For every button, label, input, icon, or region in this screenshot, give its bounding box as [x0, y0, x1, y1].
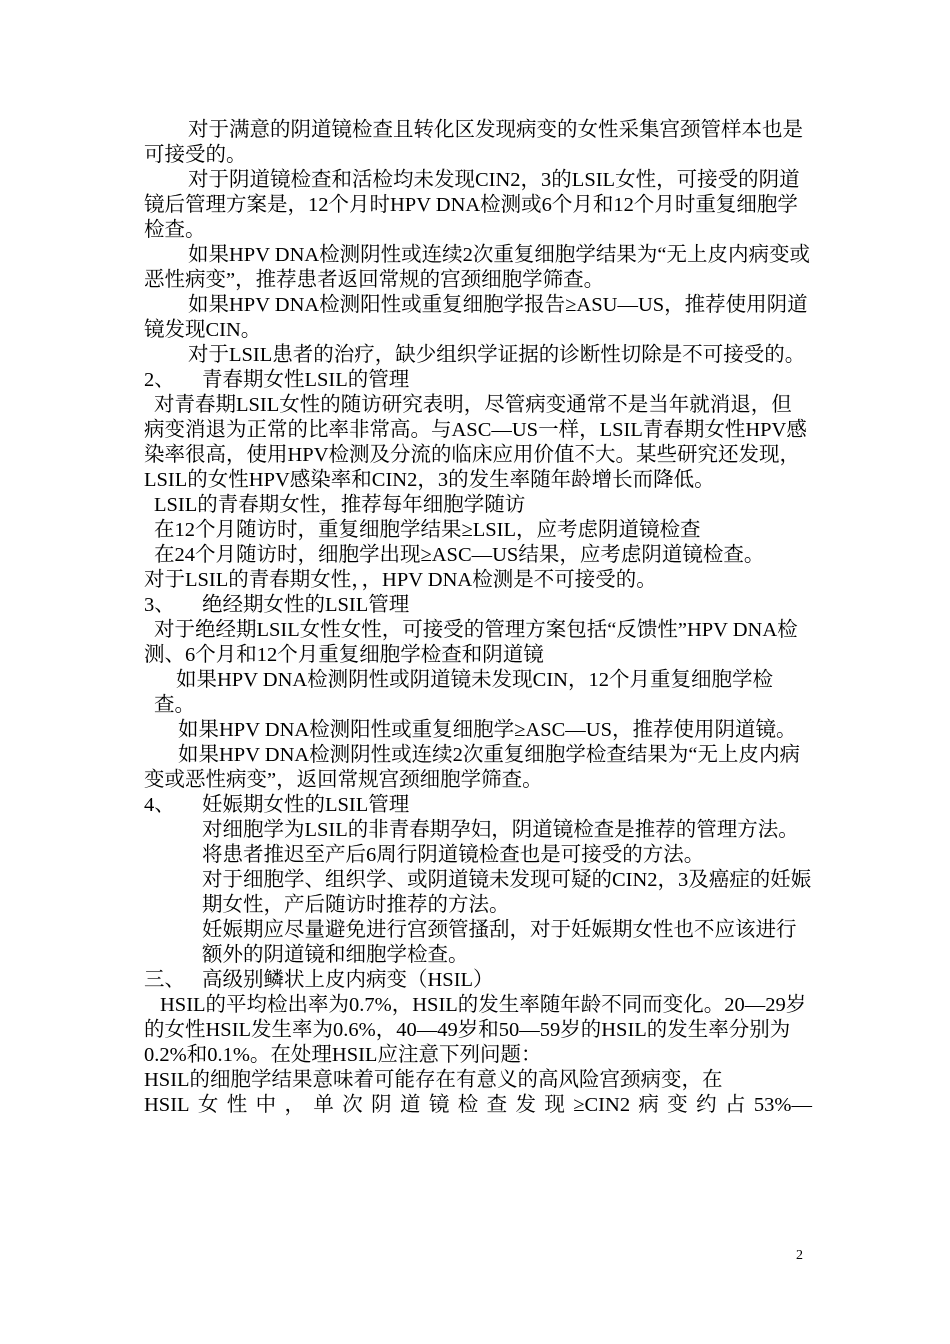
paragraph: 如果HPV DNA检测阴性或阴道镜未发现CIN，12个月重复细胞学检查。	[154, 669, 773, 716]
paragraph: 对于绝经期LSIL女性女性，可接受的管理方案包括“反馈性”HPV DNA检测、6个月和12个月重复细胞学检查和阴道镜	[144, 619, 798, 666]
paragraph: 对于细胞学、组织学、或阴道镜未发现可疑的CIN2，3及癌症的妊娠期女性，产后随访时推荐的方法。	[202, 869, 812, 916]
paragraph: 在24个月随访时，细胞学出现≥ASC—US结果，应考虑阴道镜检查。	[154, 544, 765, 566]
section-number: 三、	[144, 969, 185, 991]
section-title: 绝经期女性的LSIL管理	[202, 594, 410, 616]
paragraph: 将患者推迟至产后6周行阴道镜检查也是可接受的方法。	[202, 844, 705, 866]
document-body	[144, 118, 812, 1118]
section-heading	[144, 368, 812, 393]
section-number: 4、	[144, 794, 175, 816]
paragraph: 对于LSIL的青春期女性，，HPV DNA检测是不可接受的。	[144, 569, 657, 591]
paragraph: 对于LSIL患者的治疗，缺少组织学证据的诊断性切除是不可接受的。	[188, 344, 806, 366]
section-title: 高级别鳞状上皮内病变（HSIL）	[202, 969, 494, 991]
paragraph: 对于阴道镜检查和活检均未发现CIN2，3的LSIL女性，可接受的阴道镜后管理方案是，12个月时HPV DNA检测或6个月和12个月时重复细胞学检查。	[144, 169, 800, 241]
paragraph: 对细胞学为LSIL的非青春期孕妇，阴道镜检查是推荐的管理方法。	[202, 819, 799, 841]
paragraph: LSIL的青春期女性，推荐每年细胞学随访	[154, 494, 526, 516]
section-title: 妊娠期女性的LSIL管理	[202, 794, 410, 816]
paragraph: 如果HPV DNA检测阴性或连续2次重复细胞学检查结果为“无上皮内病变或恶性病变”，返回常规宫颈细胞学筛查。	[144, 744, 801, 791]
paragraph: 如果HPV DNA检测阳性或重复细胞学报告≥ASU—US，推荐使用阴道镜发现CIN。	[144, 294, 808, 341]
paragraph: HSIL的平均检出率为0.7%，HSIL的发生率随年龄不同而变化。20—29岁的女性HSIL发生率为0.6%，40—49岁和50—59岁的HSIL的发生率分别为0.2%和0.1%。在处理HSIL应注意下列问题：	[144, 994, 807, 1066]
paragraph: 在12个月随访时，重复细胞学结果≥LSIL，应考虑阴道镜检查	[154, 519, 701, 541]
section-title: 青春期女性LSIL的管理	[202, 369, 410, 391]
paragraph: HSIL女性中，单次阴道镜检查发现≥CIN2病变约占53%—	[144, 1094, 812, 1116]
section-number: 2、	[144, 369, 175, 391]
section-heading	[144, 593, 812, 618]
page-number: 2	[796, 1248, 803, 1263]
paragraph: 对青春期LSIL女性的随访研究表明，尽管病变通常不是当年就消退，但病变消退为正常的比率非常高。与ASC—US一样，LSIL青春期女性HPV感染率很高，使用HPV检测及分流的临床应用价值不大。某些研究还发现，LSIL的女性HPV感染率和CIN2，3的发生率随年龄增长而降低。	[144, 394, 807, 491]
section-number: 3、	[144, 594, 175, 616]
paragraph: 如果HPV DNA检测阴性或连续2次重复细胞学结果为“无上皮内病变或恶性病变”，推荐患者返回常规的宫颈细胞学筛查。	[144, 244, 811, 291]
paragraph: 妊娠期应尽量避免进行宫颈管搔刮，对于妊娠期女性也不应该进行额外的阴道镜和细胞学检查。	[202, 919, 797, 966]
paragraph: HSIL的细胞学结果意味着可能存在有意义的高风险宫颈病变，在	[144, 1069, 723, 1091]
section-heading	[144, 793, 812, 818]
paragraph: 对于满意的阴道镜检查且转化区发现病变的女性采集宫颈管样本也是可接受的。	[144, 119, 803, 166]
section-heading	[144, 968, 812, 993]
paragraph: 如果HPV DNA检测阳性或重复细胞学≥ASC—US，推荐使用阴道镜。	[178, 719, 797, 741]
